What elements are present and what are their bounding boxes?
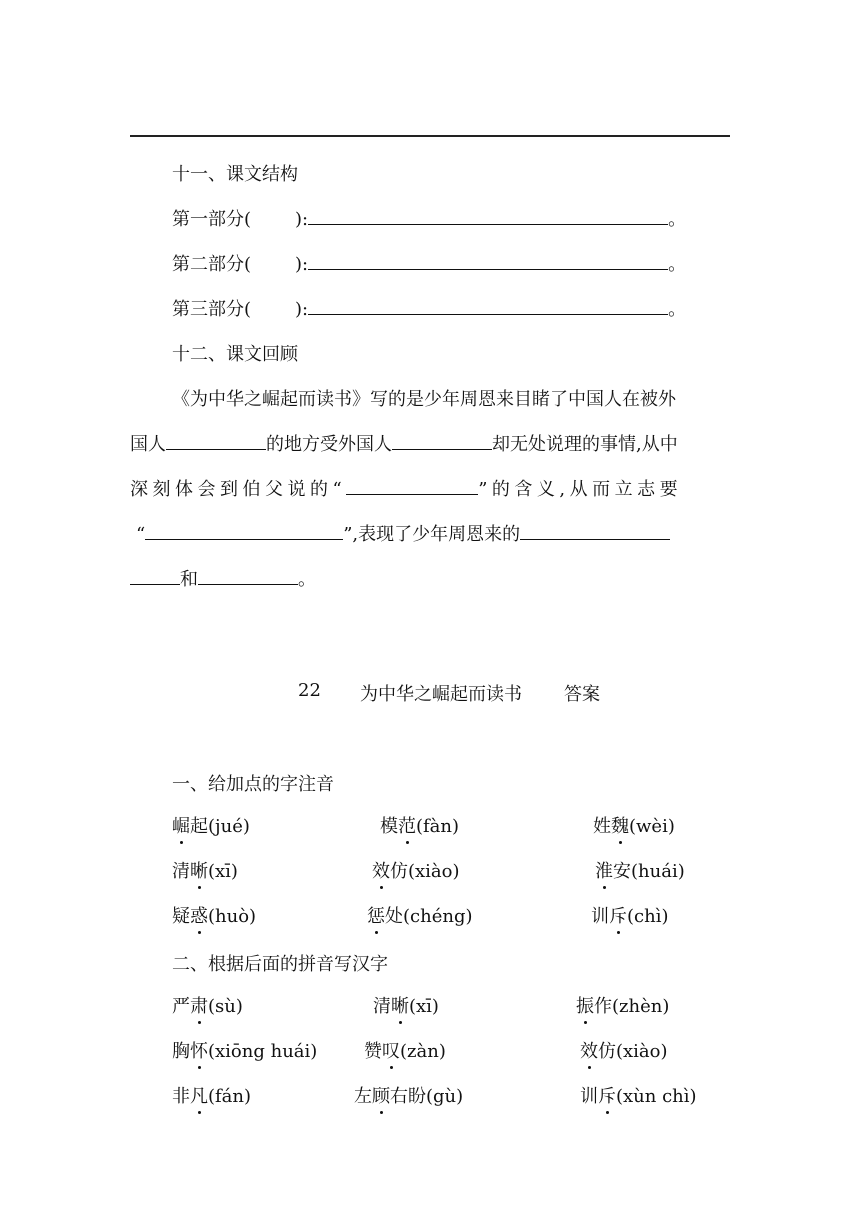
answer-number: 22 [298,680,321,701]
section12-heading: 十二、课文回顾 [172,344,298,365]
answer-title: 为中华之崛起而读书 [360,684,522,705]
review-line-2: 国人 的地方受外国人 却无处说理的事情,从中 [130,430,678,456]
part-3-blank[interactable] [308,296,668,315]
part-2-label: 第二部分( [172,254,252,275]
part-3-label: 第三部分( [172,299,252,320]
q2-item-4: 胸怀(xiōng huái) [172,1037,317,1063]
answer-suffix: 答案 [564,684,600,705]
q2-item-5: 赞叹(zàn) [364,1037,446,1063]
part-3-row: 第三部分( ): 。 [172,295,686,321]
part-1-blank[interactable] [308,206,668,225]
review-line-5: 和 。 [130,565,316,591]
q2-item-2: 清晰(xī) [373,992,439,1018]
part-1-row: 第一部分( ): 。 [172,205,686,231]
q2-item-1: 严肃(sù) [172,992,243,1018]
q2-item-3: 振作(zhèn) [576,992,669,1018]
q1-item-3: 姓魏(wèi) [593,812,675,838]
q1-item-6: 淮安(huái) [595,857,685,883]
review-line-4: “ ”,表现了少年周恩来的 [136,520,670,546]
q1-heading: 一、给加点的字注音 [172,774,334,795]
review-line-3: 深刻体会到伯父说的“ ”的含义,从而立志要 [130,475,682,501]
blank-4[interactable] [145,521,343,540]
blank-6[interactable] [198,566,298,585]
blank-5[interactable] [520,521,670,540]
q2-item-8: 左顾右盼(gù) [354,1082,463,1108]
review-line-1: 《为中华之崛起而读书》写的是少年周恩来目睹了中国人在被外 [172,389,676,410]
part-2-row: 第二部分( ): 。 [172,250,686,276]
q2-item-9: 训斥(xùn chì) [580,1082,697,1108]
q2-item-7: 非凡(fán) [172,1082,251,1108]
part-2-blank[interactable] [308,251,668,270]
q1-item-7: 疑惑(huò) [172,902,256,928]
q1-item-5: 效仿(xiào) [372,857,460,883]
section11-heading: 十一、课文结构 [172,164,298,185]
q1-item-4: 清晰(xī) [172,857,238,883]
q2-heading: 二、根据后面的拼音写汉字 [172,954,388,975]
blank-2[interactable] [392,431,492,450]
q1-item-1: 崛起(jué) [172,812,250,838]
top-rule [130,135,730,137]
q1-item-2: 模范(fàn) [380,812,459,838]
blank-3[interactable] [346,476,478,495]
q2-item-6: 效仿(xiào) [580,1037,668,1063]
q1-item-9: 训斥(chì) [591,902,668,928]
q1-item-8: 惩处(chéng) [367,902,473,928]
blank-1[interactable] [166,431,266,450]
part-1-label: 第一部分( [172,209,252,230]
blank-5-cont[interactable] [130,566,180,585]
